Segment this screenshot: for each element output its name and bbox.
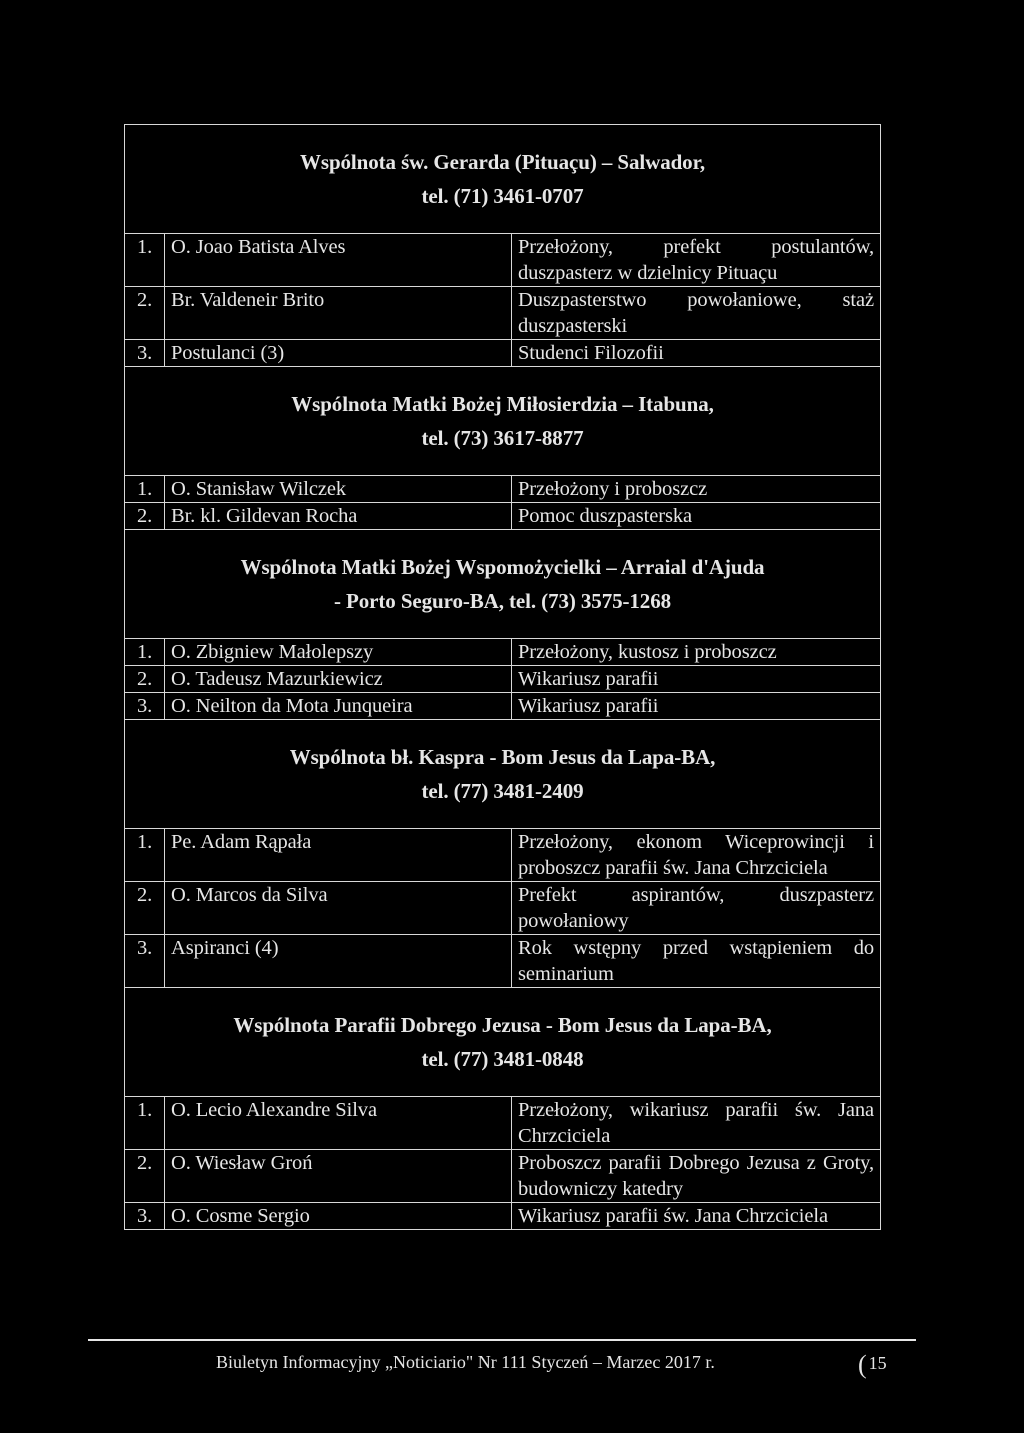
member-row: [125, 639, 881, 666]
member-name: O. Stanisław Wilczek: [165, 476, 512, 503]
member-number: 1.: [125, 234, 165, 287]
member-row: [125, 340, 881, 367]
member-number: 1.: [125, 639, 165, 666]
member-name: O. Neilton da Mota Junqueira: [165, 693, 512, 720]
member-number: 2.: [125, 1150, 165, 1203]
member-number: 3.: [125, 935, 165, 988]
member-role: Wikariusz parafii: [512, 666, 881, 693]
footer-rule: [88, 1339, 916, 1341]
community-title: Wspólnota Matki Bożej Miłosierdzia – Itabuna,: [291, 392, 714, 416]
page-number-bracket: (: [858, 1350, 867, 1379]
community-header: [125, 988, 881, 1097]
member-role: Wikariusz parafii: [512, 693, 881, 720]
community-table: [124, 124, 881, 1230]
community-header: [125, 720, 881, 829]
member-row: [125, 935, 881, 988]
member-row: [125, 1097, 881, 1150]
community-header-row: [125, 367, 881, 476]
member-role: Przełożony, prefekt postulantów, duszpasterz w dzielnicy Pituaçu: [512, 234, 881, 287]
member-name: O. Zbigniew Małolepszy: [165, 639, 512, 666]
member-role: Przełożony, ekonom Wiceprowincji i proboszcz parafii św. Jana Chrzciciela: [512, 829, 881, 882]
member-role: Przełożony, wikariusz parafii św. Jana Chrzciciela: [512, 1097, 881, 1150]
member-row: [125, 1150, 881, 1203]
community-header: [125, 367, 881, 476]
community-title: Wspólnota Parafii Dobrego Jezusa - Bom Jesus da Lapa-BA,: [233, 1013, 772, 1037]
member-row: [125, 666, 881, 693]
community-header: [125, 125, 881, 234]
community-header-row: [125, 720, 881, 829]
community-title: Wspólnota Matki Bożej Wspomożycielki – Arraial d'Ajuda: [240, 555, 765, 579]
member-role: Duszpasterstwo powołaniowe, staż duszpasterski: [512, 287, 881, 340]
member-row: [125, 234, 881, 287]
member-number: 1.: [125, 476, 165, 503]
member-name: Aspiranci (4): [165, 935, 512, 988]
member-role: Proboszcz parafii Dobrego Jezusa z Groty, budowniczy katedry: [512, 1150, 881, 1203]
footer-text: Biuletyn Informacyjny „Noticiario" Nr 111 Styczeń – Marzec 2017 r.: [216, 1352, 715, 1372]
member-number: 3.: [125, 340, 165, 367]
community-phone: - Porto Seguro-BA, tel. (73) 3575-1268: [334, 589, 671, 613]
member-role: Prefekt aspirantów, duszpasterz powołaniowy: [512, 882, 881, 935]
member-name: O. Lecio Alexandre Silva: [165, 1097, 512, 1150]
member-role: Wikariusz parafii św. Jana Chrzciciela: [512, 1203, 881, 1230]
member-name: O. Marcos da Silva: [165, 882, 512, 935]
member-role: Pomoc duszpasterska: [512, 503, 881, 530]
member-number: 1.: [125, 1097, 165, 1150]
community-phone: tel. (71) 3461-0707: [421, 184, 584, 208]
member-row: [125, 503, 881, 530]
member-role: Przełożony, kustosz i proboszcz: [512, 639, 881, 666]
member-number: 1.: [125, 829, 165, 882]
member-name: O. Tadeusz Mazurkiewicz: [165, 666, 512, 693]
member-number: 2.: [125, 503, 165, 530]
member-role: Rok wstępny przed wstąpieniem do seminarium: [512, 935, 881, 988]
member-name: O. Wiesław Groń: [165, 1150, 512, 1203]
community-phone: tel. (77) 3481-0848: [421, 1047, 584, 1071]
member-row: [125, 287, 881, 340]
community-header-row: [125, 530, 881, 639]
page-number-value: 15: [868, 1353, 887, 1373]
page-number: [858, 1350, 887, 1380]
member-name: Pe. Adam Rąpała: [165, 829, 512, 882]
member-number: 2.: [125, 882, 165, 935]
community-title: Wspólnota św. Gerarda (Pituaçu) – Salwador,: [299, 150, 706, 174]
community-header: [125, 530, 881, 639]
community-table-body: [125, 125, 881, 1230]
community-phone: tel. (73) 3617-8877: [421, 426, 584, 450]
member-number: 2.: [125, 666, 165, 693]
member-row: [125, 1203, 881, 1230]
member-role: Przełożony i proboszcz: [512, 476, 881, 503]
member-number: 2.: [125, 287, 165, 340]
member-name: Postulanci (3): [165, 340, 512, 367]
member-row: [125, 882, 881, 935]
member-role: Studenci Filozofii: [512, 340, 881, 367]
member-name: O. Cosme Sergio: [165, 1203, 512, 1230]
community-header-row: [125, 125, 881, 234]
community-header-row: [125, 988, 881, 1097]
member-name: O. Joao Batista Alves: [165, 234, 512, 287]
member-row: [125, 829, 881, 882]
community-title: Wspólnota bł. Kaspra - Bom Jesus da Lapa-BA,: [289, 745, 716, 769]
member-number: 3.: [125, 1203, 165, 1230]
community-phone: tel. (77) 3481-2409: [421, 779, 584, 803]
member-row: [125, 693, 881, 720]
member-number: 3.: [125, 693, 165, 720]
member-name: Br. kl. Gildevan Rocha: [165, 503, 512, 530]
member-name: Br. Valdeneir Brito: [165, 287, 512, 340]
member-row: [125, 476, 881, 503]
